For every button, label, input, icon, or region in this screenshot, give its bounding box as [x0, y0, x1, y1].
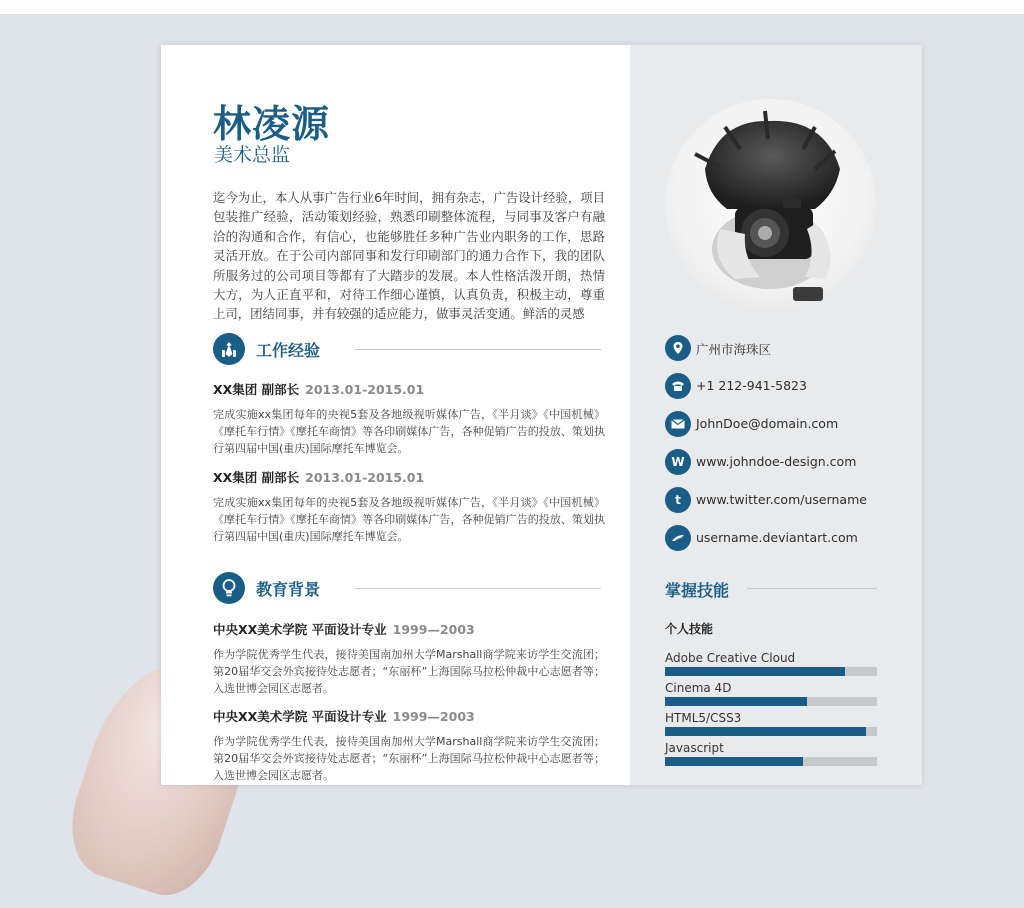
- work-entry: [213, 380, 605, 457]
- contact-email[interactable]: [665, 411, 905, 437]
- education-section-title: 教育背景: [256, 580, 321, 599]
- contact-twitter-text[interactable]: www.twitter.com/username: [696, 492, 867, 507]
- contact-address-text: 广州市海珠区: [696, 342, 772, 357]
- skill-label: Javascript: [665, 741, 724, 755]
- skill-fill: [665, 667, 845, 676]
- section-divider: [355, 588, 601, 589]
- skill-fill: [665, 757, 803, 766]
- skill-track: [665, 757, 877, 766]
- deviantart-icon: [665, 525, 691, 551]
- education-entry-description: 作为学院优秀学生代表，接待美国南加州大学Marshall商学院来访学生交流团；第20届华交会外宾接待处志愿者；“东丽杯”上海国际马拉松仲裁中心志愿者等；入选世博会园区志愿者。: [213, 735, 605, 782]
- skill-fill: [665, 697, 807, 706]
- section-divider: [747, 588, 877, 589]
- work-section-title: 工作经验: [256, 341, 321, 360]
- contact-deviantart[interactable]: [665, 525, 905, 551]
- skill-fill: [665, 727, 866, 736]
- skill-bar: [665, 681, 877, 709]
- resume-name: 林凌源: [213, 102, 331, 146]
- education-entry: [213, 620, 605, 697]
- skill-bar: [665, 711, 877, 739]
- skill-track: [665, 697, 877, 706]
- contact-email-text[interactable]: JohnDoe@domain.com: [696, 416, 839, 431]
- skills-section-title: 掌握技能: [665, 581, 730, 600]
- skill-label: Adobe Creative Cloud: [665, 651, 796, 665]
- skill-bar: [665, 651, 877, 679]
- work-entry: [213, 468, 605, 545]
- work-entry-company: XX集团 副部长: [213, 470, 300, 485]
- education-entry: [213, 707, 605, 784]
- contact-address: [665, 335, 905, 361]
- contact-twitter[interactable]: [665, 487, 905, 513]
- skill-track: [665, 667, 877, 676]
- section-divider: [355, 349, 601, 350]
- lightbulb-icon: [213, 572, 245, 604]
- tie-icon: [213, 333, 245, 365]
- top-band: [0, 0, 1024, 14]
- intro-paragraph: 迄今为止，本人从事广告行业6年时间，拥有杂志，广告设计经验，项目包装推广经验，活动策划经验，熟悉印刷整体流程，与同事及客户有融洽的沟通和合作，有信心，也能够胜任多种广告业内职务的工作，思路灵活开放。在于公司内部同事和发行印刷部门的通力合作下，我的团队所服务过的公司项目等都有了大踏步的发展。本人性格活泼开朗，热情大方，为人正直平和，对待工作细心谨慎，认真负责，积极主动，尊重上司，团结同事，并有较强的适应能力，做事灵活变通。鲜活的灵感: [213, 190, 605, 322]
- education-entry-school: 中央XX美术学院 平面设计专业: [213, 709, 387, 724]
- work-entry-description: 完成实施xx集团每年的央视5套及各地级视听媒体广告，《半月谈》《中国机械》《摩托车行情》《摩托车商情》等各印刷媒体广告，各种促销广告的投放、策划执行第四届中国(重庆)国际摩托车博览会。: [213, 408, 605, 455]
- education-entry-description: 作为学院优秀学生代表，接待美国南加州大学Marshall商学院来访学生交流团；第20届华交会外宾接待处志愿者；“东丽杯”上海国际马拉松仲裁中心志愿者等；入选世博会园区志愿者。: [213, 648, 605, 695]
- work-entry-date: 2013.01-2015.01: [305, 470, 425, 485]
- work-entry-company: XX集团 副部长: [213, 382, 300, 397]
- education-entry-school: 中央XX美术学院 平面设计专业: [213, 622, 387, 637]
- contact-website-text[interactable]: www.johndoe-design.com: [696, 454, 857, 469]
- education-section-header: [213, 572, 601, 606]
- skill-track: [665, 727, 877, 736]
- resume-role: 美术总监: [214, 144, 291, 166]
- education-entry-date: 1999—2003: [392, 622, 475, 637]
- phone-icon: [665, 373, 691, 399]
- resume-sheet: [161, 45, 922, 785]
- envelope-icon: [665, 411, 691, 437]
- profile-photo: [665, 99, 876, 310]
- contact-deviantart-text[interactable]: username.deviantart.com: [696, 530, 858, 545]
- work-entry-description: 完成实施xx集团每年的央视5套及各地级视听媒体广告，《半月谈》《中国机械》《摩托车行情》《摩托车商情》等各印刷媒体广告，各种促销广告的投放、策划执行第四届中国(重庆)国际摩托车博览会。: [213, 496, 605, 543]
- contact-phone-text: +1 212-941-5823: [696, 378, 807, 393]
- skill-bar: [665, 741, 877, 769]
- work-section-header: [213, 333, 601, 367]
- skill-label: HTML5/CSS3: [665, 711, 742, 725]
- skill-label: Cinema 4D: [665, 681, 732, 695]
- website-icon: W: [665, 449, 691, 475]
- contact-phone: [665, 373, 905, 399]
- contact-website[interactable]: [665, 449, 905, 475]
- work-entry-date: 2013.01-2015.01: [305, 382, 425, 397]
- skills-subtitle: 个人技能: [665, 622, 714, 636]
- location-pin-icon: [665, 335, 691, 361]
- twitter-icon: t: [665, 487, 691, 513]
- education-entry-date: 1999—2003: [392, 709, 475, 724]
